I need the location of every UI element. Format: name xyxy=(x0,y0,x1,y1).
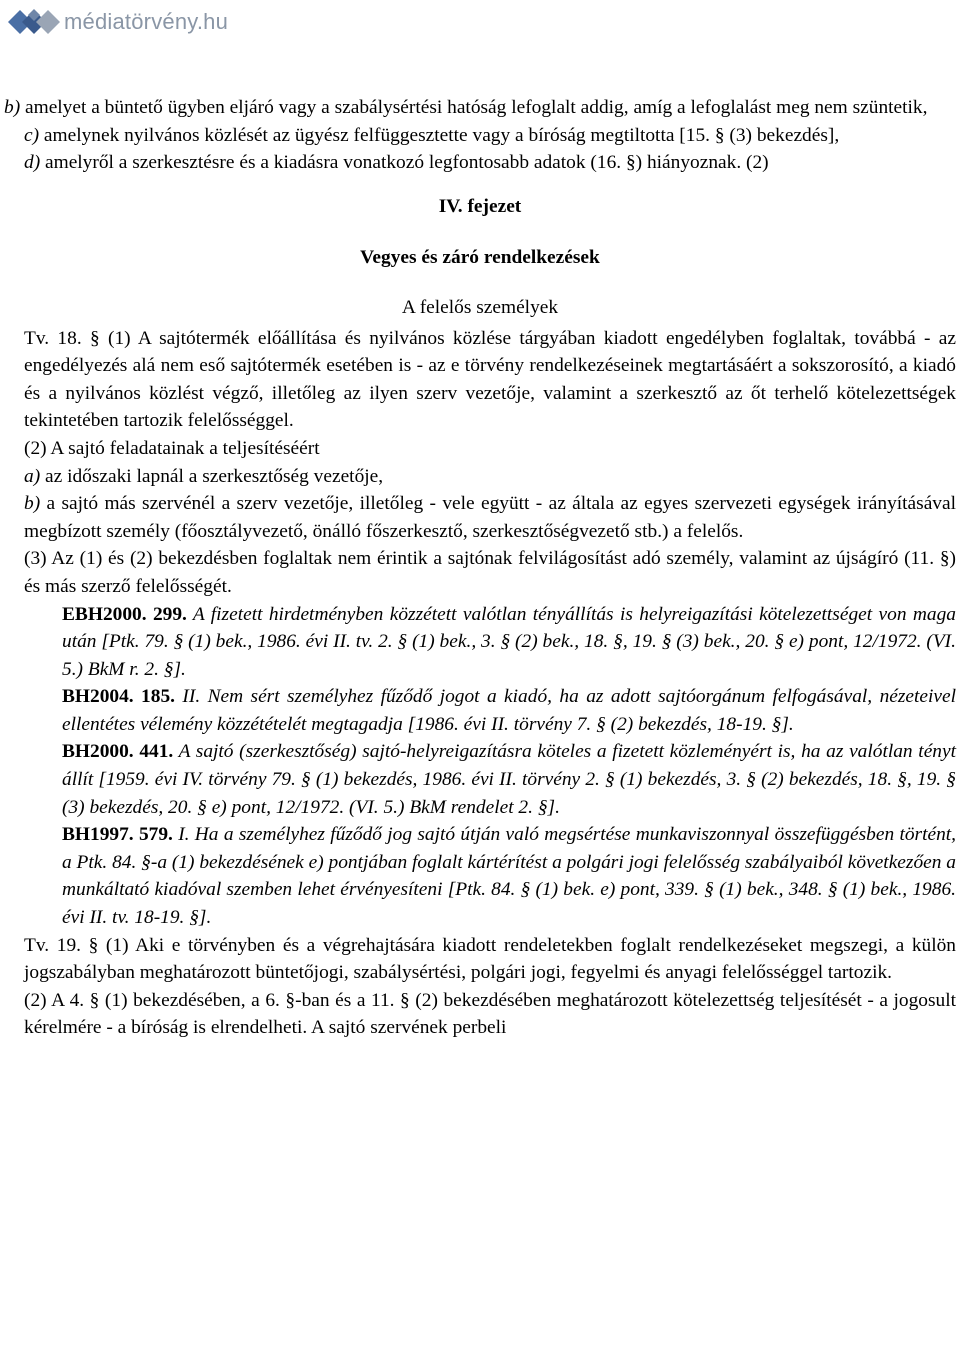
case-ref: BH1997. 579. xyxy=(62,824,173,846)
list-item-b xyxy=(4,94,956,122)
case-ebh2000-299 xyxy=(62,601,956,684)
item-label: b) xyxy=(4,97,21,118)
item-text: amelyet a büntető ügyben eljáró vagy a szabálysértési hatóság lefoglalt addig, amíg a lefoglalást meg nem szüntetik, xyxy=(20,97,928,118)
item-text: amelynek nyilvános közlését az ügyész felfüggesztette vagy a bíróság megtiltotta [15. § (3) bekezdés], xyxy=(39,124,840,146)
paragraph-19-2: (2) A 4. § (1) bekezdésében, a 6. §-ban és a 11. § (2) bekezdésében meghatározott kötelezettség teljesítését - a jogosult kérelmére - a bíróság is elrendelheti. A sajtó szervének perbeli xyxy=(24,989,956,1039)
case-ref: BH2004. 185. xyxy=(62,686,175,708)
diamond-logo-icon xyxy=(6,4,62,40)
case-law-block xyxy=(4,601,956,932)
case-bh2000-441 xyxy=(62,738,956,821)
list-item-b2 xyxy=(4,490,956,545)
chapter-title: Vegyes és záró rendelkezések xyxy=(360,247,600,269)
logo-text: médiatörvény.hu xyxy=(64,9,229,34)
item-label: b) xyxy=(24,493,41,515)
case-ref: EBH2000. 299. xyxy=(62,603,187,625)
paragraph-18-3: (3) Az (1) és (2) bekezdésben foglaltak nem érintik a sajtónak felvilágosítást adó személy, valamint az újságíró (11. §) és más szerző felelősségét. xyxy=(24,548,956,597)
document-body xyxy=(4,94,956,1042)
item-text: az időszaki lapnál a szerkesztőség vezetője, xyxy=(40,465,384,487)
section-title: A felelős személyek xyxy=(401,296,559,318)
item-label: c) xyxy=(24,124,40,146)
chapter-heading: IV. fejezet xyxy=(438,195,522,217)
paragraph-tv19: Tv. 19. § (1) Aki e törvényben és a végrehajtására kiadott rendeletekben foglalt rendelkezéseket megszegi, a külön jogszabályban meghatározott büntetőjogi, szabálysértési, polgári jogi, fegyelmi és anyagi felelősséggel tartozik. xyxy=(24,934,956,984)
list-item-c xyxy=(4,122,956,150)
case-ref: BH2000. 441. xyxy=(62,741,174,763)
list-item-d xyxy=(4,149,956,177)
case-text: A fizetett hirdetményben közzétett valótlan tényállítás is helyreigazítási kötelezettséget von maga után [Ptk. 79. § (1) bek., 1986. évi II. tv. 2. § (1) bek., 3. § (2) bek., 18. §, 19. § (3) bek., 20. § e) pont, 12/1972. (VI. 5.) BkM r. 2. §]. xyxy=(62,603,956,680)
case-bh2004-185 xyxy=(62,683,956,738)
case-text: II. Nem sért személyhez fűződő jogot a kiadó, ha az adott sajtóorgánum felfogásával, nézeteivel ellentétes vélemény közzétételét megtagadja [1986. évi II. törvény 7. § (2) bekezdés, 18-19. §]. xyxy=(62,686,957,735)
site-logo[interactable] xyxy=(6,4,228,40)
item-label: a) xyxy=(24,465,41,487)
list-item-a xyxy=(4,463,956,491)
paragraph-18-2: (2) A sajtó feladatainak a teljesítéséért xyxy=(24,437,320,459)
item-text: a sajtó más szervénél a szerv vezetője, illetőleg - vele együtt - az általa az egyes szervezeti egységek irányításával megbízott személy (főosztályvezető, önálló főszerkesztő, szerkesztőségvezető stb.) a felelős. xyxy=(24,493,956,542)
item-text: amelyről a szerkesztésre és a kiadásra vonatkozó legfontosabb adatok (16. §) hiányoznak. (2) xyxy=(40,152,769,174)
case-text: A sajtó (szerkesztőség) sajtó-helyreigazításra köteles a fizetett közleményért is, ha az valótlan tényt állít [1959. évi IV. törvény 79. § (1) bekezdés, 1986. évi II. törvény 2. § (1) bekezdés, 3. § (2) bekezdés, 18. §, 19. § (3) bekezdés, 20. § e) pont, 12/1972. (VI. 5.) BkM rendelet 2. §]. xyxy=(62,741,956,818)
case-text: I. Ha a személyhez fűződő jog sajtó útján való megsértése munkaviszonnyal összefüggésben történt, a Ptk. 84. §-a (1) bekezdésének e) pontjában foglalt kártérítést a polgári jogi felelősség szabályaiból következően a munkáltató kiadóval szemben lehet érvényesíteni [Ptk. 84. § (1) bek. e) pont, 339. § (1) bek., 348. § (1) bek., 1986. évi II. tv. 18-19. §]. xyxy=(62,824,956,929)
item-label: d) xyxy=(24,152,41,174)
paragraph-tv18: Tv. 18. § (1) A sajtótermék előállítása és nyilvános közlése tárgyában kiadott engedélyben foglaltak, továbbá - az engedélyezés alá nem eső sajtótermék esetében is - az e törvény rendelkezéseinek megtartásáért a sokszorosító, a kiadó és a nyilvános közlést végző, illetőleg az ilyen szerv vezetője, valamint a szerkesztő az őt terhelő kötelezettségek tekintetében tartozik felelősséggel. xyxy=(24,327,956,432)
case-bh1997-579 xyxy=(62,821,956,931)
